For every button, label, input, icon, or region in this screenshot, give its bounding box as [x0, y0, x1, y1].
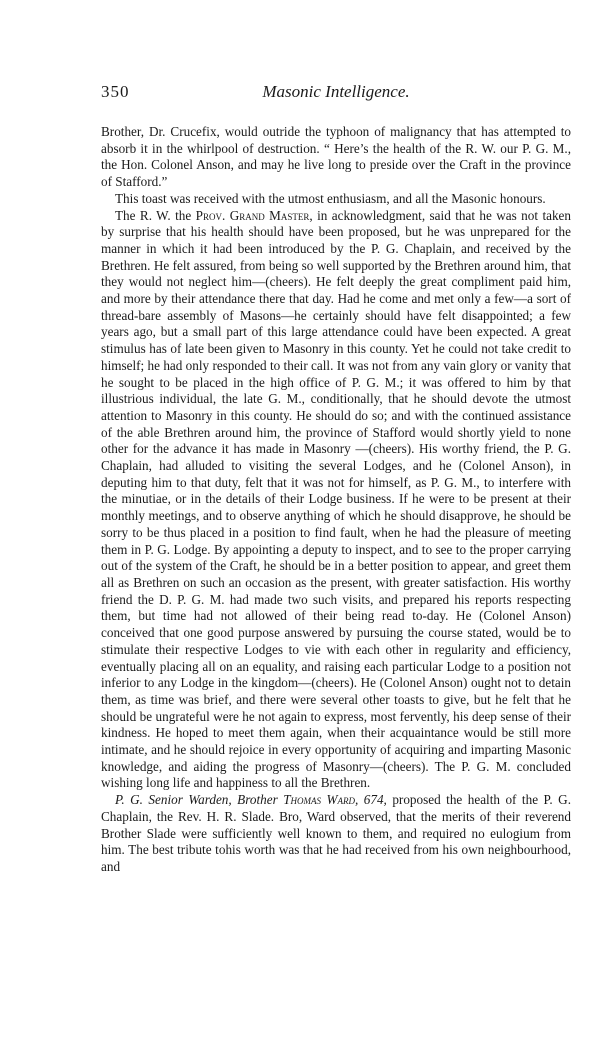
running-head: [101, 82, 571, 112]
running-title: Masonic Intelligence.: [262, 82, 410, 101]
paragraph: [101, 792, 571, 876]
text-run: , 674,: [355, 792, 387, 808]
page-number: 350: [101, 82, 130, 101]
text-run: proposed the health of the P. G. Chaplain, the Rev. H. R. Slade. Bro, Ward observed, that the merits of their reverend Brother Slade were sufficiently well known to them, and required no eulogium from him. The best tribute tohis worth was that he had received from his own neighbourhood, and: [101, 792, 571, 874]
paragraph: [101, 124, 571, 191]
book-page: [101, 82, 571, 876]
text-run: The R. W. the: [115, 207, 196, 223]
paragraph: [101, 191, 571, 208]
text-run: P. G. Senior Warden, Brother: [115, 792, 284, 808]
article-body: [101, 124, 571, 876]
text-run: This toast was received with the utmost enthusiasm, and all the Masonic honours.: [115, 190, 546, 206]
text-run: Prov. Grand Master: [195, 207, 310, 223]
text-run: Brother, Dr. Crucefix, would outride the typhoon of malignancy that has attempted to absorb it in the whirlpool of destruction. “ Here’s the health of the R. W. our P. G. M., the Hon. Colonel Anson, and may he live long to preside over the Craft in the province of Stafford.”: [101, 124, 571, 190]
text-run: , in acknowledgment, said that he was not taken by surprise that his health should have been proposed, but he was unprepared for the manner in which it had been introduced by the P. G. Chaplain, and received by the Brethren. He felt assured, from being so well supported by the Brethren around him, that they would not neglect him—(cheers). He felt deeply the great compliment paid him, and more by their attendance there that day. Had he come and met only a few—a sort of thread-bare assembly of Masons—he certainly should have felt disappointed; a few years ago, but a small part of this large attendance could have been expected. A great stimulus has of late been given to Masonry in this county. Yet he could not take credit to himself; he had only responded to their call. It was not from any vain glory or vanity that he sought to be placed in the high office of P. G. M.; it was offered to him by that illustrious individual, the late G. M., conditionally, that he should devote the utmost attention to Masonry in this county. He should do so; and with the continued assistance of the able Brethren around him, the province of Stafford would shortly yield to none other for the advance it has made in Masonry —(cheers). His worthy friend, the P. G. Chaplain, had alluded to visiting the several Lodges, and he (Colonel Anson), in deputing him to that duty, felt that it was not for himself, as P. G. M., to interfere with the minutiae, or in the details of their Lodge business. If he were to be present at their monthly meetings, and to observe anything of which he should disapprove, he should be sorry to be thus placed in a position to find fault, when he had the pleasure of meeting them in P. G. Lodge. By appointing a deputy to inspect, and to see to the proper carrying out of the system of the Craft, he should be in a better position to appear, and greet them all as Brethren on such an occasion as the present, with greater satisfaction. His worthy friend the D. P. G. M. had made two such visits, and prepared his reports respecting them, but time had not allowed of their being read to-day. He (Colonel Anson) conceived that one good purpose answered by pursuing the course stated, would be to stimulate their respective Lodges to vie with each other in regularity and efficiency, eventually placing all on an equality, and raising each particular Lodge to a position not inferior to any Lodge in the kingdom—(cheers). He (Colonel Anson) ought not to detain them, as time was brief, and there were several other toasts to give, but he felt that he should be ungrateful were he not again to express, most fervently, his deep sense of their kindness. He hoped to meet them again, when their acquaintance would be still more intimate, and he should rejoice in every opportunity of acquiring and imparting Masonic knowledge, and aiding the progress of Masonry—(cheers). The P. G. M. concluded wishing long life and happiness to all the Brethren.: [101, 207, 571, 791]
paragraph: [101, 208, 571, 793]
text-run: Thomas Ward: [283, 792, 355, 808]
